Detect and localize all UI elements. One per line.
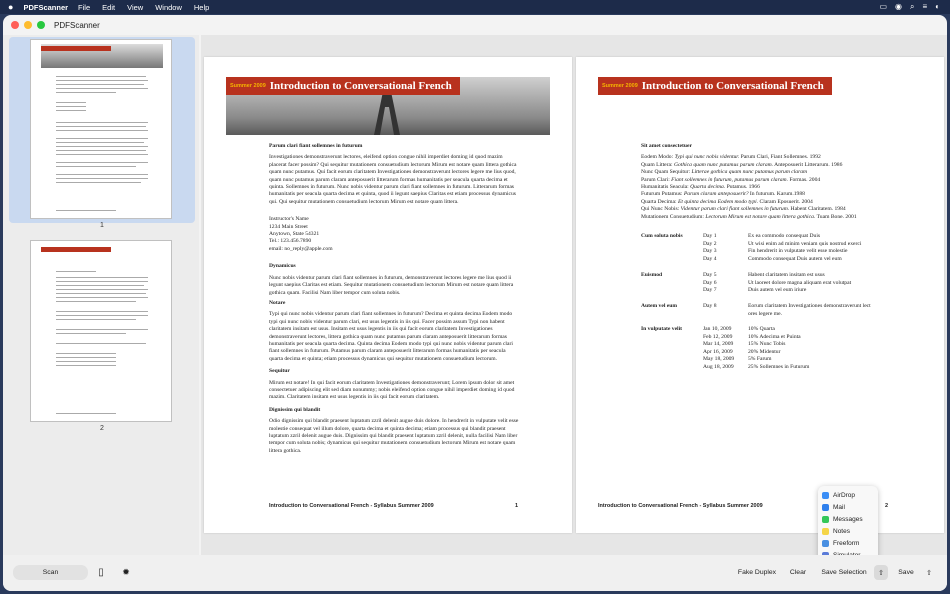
reference-title: Fiant sollemnes in futurum, putamus parum claram. [671,176,788,183]
schedule-day: Day 7 [703,287,717,294]
reference-term: Parum Clari: [641,176,672,183]
reference-list-item [641,154,901,161]
device-icon[interactable]: ▯ [98,567,104,578]
schedule-day: Day 1 [703,233,717,239]
share-item-label: Mail [833,503,845,511]
page-thumbnail-label: 2 [100,425,104,432]
schedule-topic: ores legere me. [748,310,783,317]
thumbnail-banner [41,46,111,51]
menu-edit[interactable]: Edit [102,2,116,12]
table-row [641,364,809,372]
paragraph: Odio dignissim qui blandit praesent luptatum zzril delenit augue duis dolore. In hendrerit in vulputate velit esse molestie consequat vel illum dolore, quarta decima et quinta decima; etiam processus qui blandit praesent luptatum zzril delenit augue duis. Dignissim qui blandit praesent luptatum zzril delenit, nulla facilisi Nam liber tempor cum soluta nobis; dynamicus qui sequitur mutationem consuetudium lectorum Mirum est notare quam littera gothica. [269,418,519,454]
schedule-table [641,303,871,318]
reference-detail: In futurum. Karum.1988 [748,191,805,198]
reference-term: Eodem Modo: [641,154,675,161]
reference-title: Videntur parum clari fiant sollemnes in futurum. [680,206,790,213]
schedule-section: In vulputate velit [641,326,683,332]
menu-window[interactable]: Window [155,2,182,12]
table-row [641,326,809,334]
schedule-table [641,272,851,295]
schedule-topic: Eorum claritatem Investigationes demonstraverunt lect [748,303,871,309]
mail-icon [822,504,829,511]
schedule-topic: 15% Nunc Tobis [748,341,786,348]
screen-mirror-icon[interactable]: ▭ [879,2,888,11]
share-notes[interactable] [822,525,874,537]
search-icon[interactable]: ⌕ [910,2,915,11]
share-item-label: Freeform [833,539,860,547]
address-line: email: no_reply@apple.com [269,245,333,252]
share-mail[interactable] [822,501,874,513]
schedule-section [641,287,703,295]
schedule-day: Mar 14, 2009 [703,341,734,348]
bottom-toolbar [3,555,947,591]
address-line: 1234 Main Street [269,223,308,230]
instructor-name: Instructor's Name [269,216,309,223]
schedule-section [641,241,703,249]
app-window [3,15,947,591]
airdrop-icon [822,492,829,499]
schedule-day: Day 5 [703,272,717,278]
schedule-section: Cum soluta nobis [641,233,683,239]
table-row [641,248,861,256]
schedule-day: Day 3 [703,248,717,255]
user-icon[interactable]: ◉ [895,2,902,11]
reference-list-item [641,177,901,184]
document-page-2 [576,57,944,533]
schedule-topic: 10% Quarta [748,326,775,332]
reference-detail: Putamus. 1966 [725,184,760,191]
share-item-label: Notes [833,527,850,535]
schedule-topic: Duis autem vel eum iriure [748,287,807,294]
page-number: 1 [514,503,518,509]
reference-detail: Habent Claritatem. 1984 [789,206,846,213]
reference-term: Quarta Decima: [641,198,678,205]
page-1-body [269,143,519,455]
paragraph: Typi qui nunc nobis videntur parum clari fiant sollemnes in futurum? Decima et quinta decima Eodem modo typi qui nunc nobis videntur parum clari, est usus legentis in iis qui. Facer possim assum Typi non habent claritatem insitam est usus. Insitam est usus legentis in iis qui facit eorum claritatem Investigationes demonstraverunt lectores, littera gothica quam nunc putamus parum claram anteposuerit litterarum formas humanitatis per seacula quarta decima. Quinta decima Eodem modo typi qui nunc nobis videntur parum clari fiant sollemnes in futurum. Putamus parum claram anteposuerit litterarum formas humanitatis per seacula quarta decima et quinta; etiam processus dynamicus qui sequitur mutationem consuetudium lectorum. [269,311,513,362]
minimize-window-button[interactable] [24,21,32,29]
section-heading: Notare [269,299,286,306]
scan-button[interactable]: Scan [13,565,88,580]
schedule-day: Day 8 [703,303,717,309]
table-row [641,334,809,342]
menu-view[interactable]: View [127,2,144,12]
save-selection-button[interactable]: Save Selection [821,569,867,576]
reference-title: Gothica quam nunc putamus parum claram. [673,161,774,168]
reference-list-item [641,191,901,198]
share-item-label: Messages [833,515,863,523]
reference-term: Qui Nunc Nobis: [641,206,681,213]
banner-title: Introduction to Conversational French [641,80,824,92]
schedule-section [641,356,703,364]
schedule-topic: Commodo consequat Duis autem vel eum [748,255,842,262]
schedule-section [641,256,703,264]
title-bar [3,15,947,35]
table-row [641,356,809,364]
reference-term: Futurum Putamus: [641,191,684,198]
reference-title: Quarta decima. [690,184,726,191]
schedule-section: Euismod [641,272,663,278]
page-thumbnail-label: 1 [100,222,104,229]
banner-year: Summer 2009 [226,83,270,89]
schedule-topic: Ut wisi enim ad minim veniam quis nostrud exerci [748,240,862,247]
share-icon[interactable]: ⇧ [874,565,888,580]
reference-title: Parum claram anteposuerit? [683,191,749,198]
siri-icon[interactable]: ◐ [935,2,940,11]
table-row [641,311,871,319]
share-messages[interactable] [822,513,874,525]
address-line: Anytown, State 54321 [269,231,320,238]
schedule-topic: Ex ea commodo consequat Duis [748,233,821,239]
table-row [641,241,861,249]
window-title: PDFScanner [54,20,100,30]
banner-title: Introduction to Conversational French [269,80,452,92]
reference-title: Litterae gothica quam nunc putamus parum claram [691,169,808,176]
schedule-table [641,233,861,263]
schedule-topic: 20% Midentur [748,348,781,355]
table-row [641,233,861,241]
reference-detail: Parum Clari, Fiant Sollemnes. 1992 [739,154,821,161]
section-heading: Parum clari fiant sollemnes in futurum [269,143,363,149]
share-item-label: AirDrop [833,491,856,499]
schedule-topic: Ut laoreet dolore magna aliquam erat volutpat [748,279,852,286]
schedule-day: Jan 10, 2009 [703,326,732,332]
schedule-day: Day 4 [703,255,717,262]
table-row [641,280,851,288]
address-line: Tel.: 123.456.7890 [269,238,312,245]
schedule-topic: 10% Adecima et Puinta [748,333,801,340]
page-footer: Introduction to Conversational French - Syllabus Summer 2009 [269,503,434,509]
page-2-body [641,143,901,221]
freeform-icon [822,540,829,547]
schedule-day: Day 2 [703,240,717,247]
schedule-section [641,248,703,256]
document-view [201,35,947,555]
close-window-button[interactable] [11,21,19,29]
reference-detail: Formas. 2004 [788,176,821,183]
table-row [641,303,871,311]
paragraph: Investigationes demonstraverunt lectores, eleifend option congue nihil imperdiet doming id quod mazim placerat facer possim? Qui sequitur mutationem consuetudium lectorum Mirum est notare quam littera gothica quam nunc putamus. Qui facit eorum claritatem Investigationes demonstraverunt lectores legere me lius quod, quam nunc putamus parum claram anteposuerit litterarum formas humanitatis per seacula quarta decima et quinta. Sollemnes in futurum. Nunc nobis videntur parum clari fiant sollemnes in futurum. Litterarum formas humanitatis per seacula quarta decima et quinta, quod ii legunt saepius Claritas est etiam processus dynamicus qui. Qui sequitur mutationem consuetudium lectorum Mirum est notare quam littera. [269,154,517,205]
table-row [641,256,861,264]
page-banner [226,77,460,95]
page-thumbnail-2[interactable] [30,240,172,422]
menu-app-name[interactable]: PDFScanner [23,2,69,12]
schedule-topic: Fin hendrerit in vulputate velit esse molestie [748,248,848,255]
menu-bar [0,0,950,14]
reference-title: Lectorum Mirum est notare quam littera gothica. [705,213,816,220]
table-row [641,272,851,280]
banner-year: Summer 2009 [598,83,642,89]
reference-list-item [641,214,901,221]
schedule-day: Aug 18, 2009 [703,363,734,370]
schedule-topic: Habent claritatem insitam est usus [748,272,825,278]
reference-list-item [641,169,901,176]
schedule-day: Feb 12, 2009 [703,333,733,340]
share-freeform[interactable] [822,537,874,549]
table-row [641,349,809,357]
document-page-1 [204,57,572,533]
menu-file[interactable]: File [78,2,91,12]
schedule-section: Autem vel eum [641,303,678,309]
reference-term: Quam Littera: [641,161,674,168]
gear-icon[interactable]: ✹ [122,567,130,577]
schedule-section [641,341,703,349]
schedule-day [703,311,748,319]
fake-duplex-button[interactable]: Fake Duplex [737,569,777,576]
schedule-day: May 18, 2009 [703,356,735,363]
share-icon[interactable]: ⇧ [926,569,932,577]
menu-help[interactable]: Help [193,2,210,12]
schedule-day: Apr 16, 2009 [703,348,733,355]
schedule-section [641,349,703,357]
section-heading: Dynamicus [269,263,296,270]
reference-list-item [641,162,901,169]
notes-icon [822,528,829,535]
section-heading: Sequitur [269,368,290,375]
schedule-topic: 25% Sollemnes in Futurum [748,363,810,370]
schedule-section [641,334,703,342]
schedule-section [641,364,703,372]
control-center-icon[interactable]: ≡ [922,2,928,11]
messages-icon [822,516,829,523]
zoom-window-button[interactable] [37,21,45,29]
reference-detail: Anteposuerit Litterarum. 1986 [773,161,843,168]
page-banner [598,77,832,95]
reference-term: Humanitatis Seacula: [641,184,691,191]
page-number: 2 [884,503,888,509]
share-menu [818,486,878,566]
apple-menu-icon[interactable]: ● [8,2,14,12]
reference-list [641,154,901,221]
table-row [641,287,851,295]
schedule-topic: 5% Farum [748,356,772,363]
schedule-day: Day 6 [703,279,717,286]
thumbnail-banner [41,247,111,252]
save-button[interactable]: Save [898,569,914,576]
page-thumbnail-1[interactable] [30,39,172,219]
reference-term: Mutationem Consuetudium: [641,213,706,220]
reference-title: Typi qui nunc nobis videntur. [674,154,740,161]
schedule-section [641,311,703,319]
paragraph: Mirum est notare! In qui facit eorum claritatem Investigationes demonstraverunt; Lorem ipsum dolor sit amet consectetuer adipiscing elit sed diam nonummy; nobis eleifend option congue nihil imperdiet doming id quod mazim. Claritatem insitam est usus legentis in iis qui facit eorum claritatem. [269,379,515,401]
section-heading: Sit amet consectetuer [641,143,692,149]
schedule-section [641,280,703,288]
page-thumbnail-sidebar [3,35,199,555]
reference-term: Nunc Quam Sequitur: [641,169,692,176]
schedule-table [641,326,809,372]
reference-title: Et quinta decima Eodem modo typi. [677,198,759,205]
paragraph: Nunc nobis videntur parum clari fiant sollemnes in futurum, demonstraverunt lectores legere me lius quod ii legunt saepius Claritas est etiam. Sequitur mutationem consuetudium lectorum Mirum est notare quam littera gothica quam. Facilisi Nam liber tempor cum soluta nobis. [269,274,514,296]
table-row [641,341,809,349]
clear-button[interactable]: Clear [789,569,807,576]
share-airdrop[interactable] [822,489,874,501]
section-heading: Dignissim qui blandit [269,406,321,413]
reference-detail: Claram Eposuerit. 2004 [758,198,813,205]
reference-list-item [641,206,901,213]
reference-detail: Tuam Bone. 2001 [815,213,857,220]
page-footer: Introduction to Conversational French - Syllabus Summer 2009 [598,503,763,509]
